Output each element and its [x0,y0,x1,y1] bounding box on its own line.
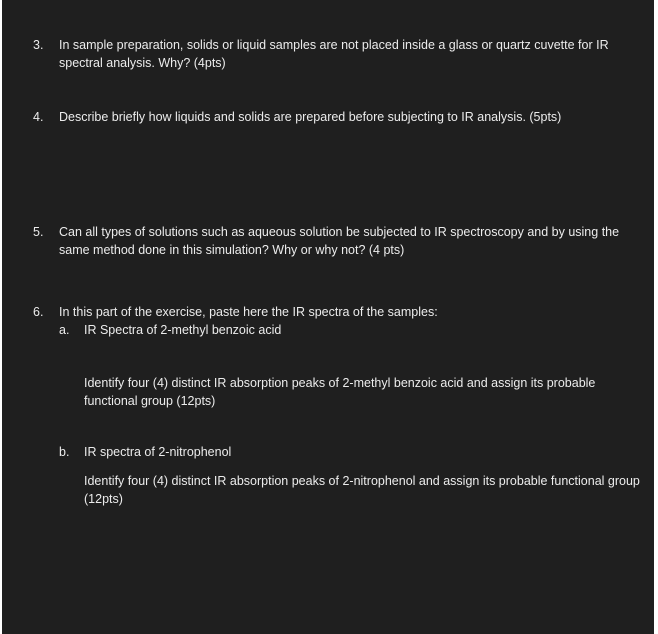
sub-question-instruction: Identify four (4) distinct IR absorption peaks of 2-nitrophenol and assign its probable functional group (12pts) [84,474,640,506]
sub-question-instruction: Identify four (4) distinct IR absorption peaks of 2-methyl benzoic acid and assign its probable functional group (12pts) [84,376,596,408]
question-number: 6. [33,305,44,319]
sub-question-title: IR Spectra of 2-methyl benzoic acid [84,323,282,337]
question-number: 3. [33,38,44,52]
sub-question-title: IR spectra of 2-nitrophenol [84,445,232,459]
question-text: Can all types of solutions such as aqueous solution be subjected to IR spectroscopy and by using the same method done in this simulation? Why or why not? (4 pts) [59,225,620,257]
question-text: Describe briefly how liquids and solids are prepared before subjecting to IR analysis. (5pts) [59,110,562,124]
question-number: 5. [33,225,44,239]
question-text: In this part of the exercise, paste here the IR spectra of the samples: [59,305,438,319]
sub-question-letter: b. [59,445,70,459]
sub-question-letter: a. [59,323,70,337]
question-number: 4. [33,110,44,124]
document-page [2,0,654,634]
question-text: In sample preparation, solids or liquid samples are not placed inside a glass or quartz cuvette for IR spectral analysis. Why? (4pts) [59,38,609,70]
